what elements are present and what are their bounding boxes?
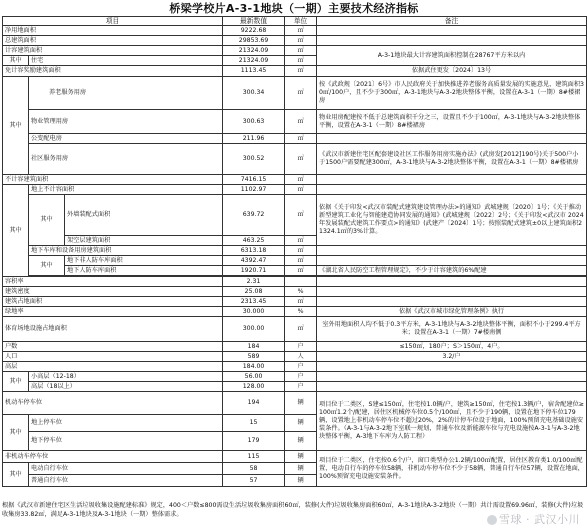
row-label: 绿地率	[3, 307, 223, 317]
group-label: 其中	[3, 415, 29, 451]
row-value: 589	[223, 352, 285, 362]
row-label: 地上停车位	[29, 415, 223, 432]
row-unit: ㎡	[285, 66, 317, 77]
row-unit: ㎡	[285, 77, 317, 110]
row-label: 社区服务用房	[29, 144, 223, 175]
table-row	[3, 297, 587, 307]
row-value: 56.00	[223, 372, 285, 382]
row-label: 普通自行车位	[29, 475, 223, 487]
row-label: 容积率	[3, 277, 223, 287]
table-row	[3, 287, 587, 297]
page-title: 桥梁学校片A-3-1地块（一期）主要技术经济指标	[169, 2, 419, 15]
indicator-table	[2, 16, 587, 487]
row-unit: ㎡	[285, 195, 317, 236]
row-label: 架空层建筑面积	[65, 236, 223, 246]
row-label: 住宅	[29, 56, 223, 66]
table-row	[3, 362, 587, 372]
row-unit: ㎡	[285, 46, 317, 56]
row-unit: ㎡	[285, 236, 317, 246]
row-value: 300.52	[223, 144, 285, 175]
row-label: 建筑占地面积	[3, 297, 223, 307]
row-unit: 户	[285, 362, 317, 372]
row-value: 300.63	[223, 110, 285, 134]
group-label: 其中	[3, 77, 29, 175]
row-note	[317, 277, 587, 287]
row-unit: 辆	[285, 451, 317, 463]
row-unit: 辆	[285, 432, 317, 451]
row-value: 639.72	[223, 195, 285, 236]
row-note: 《武汉市新建住宅区配套建设社区工作服务用房实施办法》(武房发[2012]190号)关于500户小于1500户需要配建300㎡，A-3-1地块与A-3-2地块整体平衡，设置在A-3-1（一期）8#楼裙房	[317, 144, 587, 175]
row-value: 463.25	[223, 236, 285, 246]
row-value: 25.08	[223, 287, 285, 297]
row-value: 1920.71	[223, 266, 285, 276]
table-row	[3, 195, 587, 236]
row-note	[317, 287, 587, 297]
watermark	[487, 511, 580, 527]
row-note: 室外用地面积人均不低于0.3平方米，A-3-1地块与A-3-2地块整体平衡，面积不小于299.4平方米；设置在A-3-1（一期）7#楼南侧	[317, 317, 587, 342]
row-label: 人口	[3, 352, 223, 362]
table-row	[3, 392, 587, 415]
row-value: 211.96	[223, 134, 285, 144]
row-unit: ㎡	[285, 246, 317, 256]
row-value: 58	[223, 463, 285, 475]
row-note	[317, 382, 587, 392]
row-label: 高层（18以上）	[29, 382, 223, 392]
row-unit: ㎡	[285, 256, 317, 266]
row-label: 体育场地设施占地面积	[3, 317, 223, 342]
row-unit: ㎡	[285, 175, 317, 185]
row-label: 小高层（12-18）	[29, 372, 223, 382]
row-unit: ㎡	[285, 26, 317, 36]
row-value: 2313.45	[223, 297, 285, 307]
table-row	[3, 307, 587, 317]
row-label: 机动车停车位	[3, 392, 223, 415]
row-value: 21324.09	[223, 46, 285, 56]
subgroup-label: 其中	[29, 195, 65, 246]
header-unit: 单位	[285, 17, 317, 26]
table-row	[3, 266, 587, 276]
row-note: 依据《武汉市城市绿化管理条例》执行	[317, 307, 587, 317]
group-label: 其中	[3, 56, 29, 66]
row-value: 115	[223, 451, 285, 463]
group-label: 其中	[3, 372, 29, 392]
row-unit: ㎡	[285, 134, 317, 144]
watermark-text: 雪球 · 武汉小川	[499, 513, 580, 526]
row-unit: 辆	[285, 392, 317, 415]
row-value: 7416.15	[223, 175, 285, 185]
row-value: 15	[223, 415, 285, 432]
row-value: 21324.09	[223, 56, 285, 66]
row-label: 电动自行车位	[29, 463, 223, 475]
row-label: 地下非人防车库面积	[65, 256, 223, 266]
group-label: 其中	[3, 185, 29, 277]
table-row	[3, 134, 587, 144]
row-unit: %	[285, 307, 317, 317]
footnote: 根据《武汉市新建住宅区生活垃圾收集设施配建标准》规定，400＜户数≤800需设生活垃圾收集房面积60㎡，装修(大件)垃圾收集房面积60㎡，A-3-1地块A-3-2地块（一期）共计需设置69.96㎡，装修(大件)垃圾收集房33.82㎡，满足A-3-1地块及A-3-1地块（一期）整体需求。	[2, 502, 584, 518]
row-unit: 辆	[285, 415, 317, 432]
table-header-row	[3, 17, 587, 26]
row-label: 净用地面积	[3, 26, 223, 36]
table-row	[3, 36, 587, 46]
row-value: 29853.69	[223, 36, 285, 46]
row-value: 6313.18	[223, 246, 285, 256]
row-unit: ㎡	[285, 185, 317, 195]
row-value: 1102.97	[223, 185, 285, 195]
row-label: 地上不计容面积	[29, 185, 223, 195]
row-note	[317, 185, 587, 195]
row-value: 184	[223, 342, 285, 352]
row-value: 300.00	[223, 317, 285, 342]
row-value: 184.00	[223, 362, 285, 372]
table-row	[3, 46, 587, 56]
row-unit	[285, 277, 317, 287]
table-row	[3, 175, 587, 185]
row-label: 地下人防车库面积	[65, 266, 223, 276]
row-label: 免计容奖励建筑面积	[3, 66, 223, 77]
row-note: 《湖北省人民防空工程管理规定》，不少于计容建筑的6%配建	[317, 266, 587, 276]
row-note	[317, 134, 587, 144]
row-value: 30.000	[223, 307, 285, 317]
row-note	[317, 36, 587, 46]
row-value: 179	[223, 432, 285, 451]
row-note: 按《武政规〔2021〕6号》市人民政府关于加快推进养老服务高质量发展的实施意见，建筑面积30㎡/100户，且不少于300㎡，A-3-1地块与A-3-2地块整体平衡，设置在A-3-1（一期）8#楼裙房	[317, 77, 587, 110]
row-unit: ㎡	[285, 36, 317, 46]
table-row	[3, 144, 587, 175]
row-note	[317, 297, 587, 307]
row-note: 依据《关于印发<武汉市装配式建筑建设管理办法>的通知》武城建规〔2020〕1号；《关于推动新型建筑工业化与智能建造协同发展的通知》(武城建规〔2022〕2号；《关于印发<武汉市 2024年发展装配式建筑工作要点>的通知》(武建产〔2024〕1号；按照装配式建筑±0以上建筑面积21324.1㎡的3%计算。	[317, 195, 587, 246]
table-row	[3, 382, 587, 392]
row-value: 2.31	[223, 277, 285, 287]
row-label: 高层	[3, 362, 223, 372]
row-unit: ㎡	[285, 144, 317, 175]
row-value: 57	[223, 475, 285, 487]
header-note: 备注	[317, 17, 587, 26]
row-value: 128.00	[223, 382, 285, 392]
row-note	[317, 246, 587, 256]
row-value: 1113.45	[223, 66, 285, 77]
row-note: 项目位于二类区，住宅按0.6个/户，窗口类型办公1.2辆/100㎡配置，居住区教育类1.0/100㎡配置，电动自行车的停车位58辆，非机动车停车位不少于58辆，普通自行车位57辆，设置在地面，100%预留充电设施安装条件。	[317, 451, 587, 487]
row-unit: 户	[285, 372, 317, 382]
row-unit: ㎡	[285, 317, 317, 342]
row-value: 9222.68	[223, 26, 285, 36]
row-unit: 辆	[285, 475, 317, 487]
row-value: 194	[223, 392, 285, 415]
row-note	[317, 362, 587, 372]
row-note	[317, 372, 587, 382]
row-label: 计容建筑面积	[3, 46, 223, 56]
row-note: A-3-1地块最大计容建筑面积控制在28767平方米以内	[317, 46, 587, 66]
table-row	[3, 110, 587, 134]
group-label: 其中	[3, 463, 29, 487]
table-row	[3, 317, 587, 342]
row-unit: %	[285, 287, 317, 297]
table-row	[3, 352, 587, 362]
watermark-logo-icon	[487, 515, 497, 525]
row-label: 养老服务用房	[29, 77, 223, 110]
subgroup-label: 其中	[29, 256, 65, 276]
row-note: 物业用房配建按不低于总建筑面积千分之三，设置且不少于100㎡，A-3-1地块与A-3-2地块整体平衡，设置在A-3-1（一期）8#楼裙房	[317, 110, 587, 134]
row-value: 4392.47	[223, 256, 285, 266]
table-row	[3, 256, 587, 266]
table-row	[3, 66, 587, 77]
table-row	[3, 77, 587, 110]
row-label: 公变配电房	[29, 134, 223, 144]
row-unit: 户	[285, 342, 317, 352]
row-unit: 辆	[285, 463, 317, 475]
table-row	[3, 246, 587, 256]
row-note: 3.2/户	[317, 352, 587, 362]
row-label: 地下车库和设备用房建筑面积	[29, 246, 223, 256]
header-value: 最新数值	[223, 17, 285, 26]
table-row	[3, 451, 587, 463]
row-note: 项目位于二类区，S建≤150㎡，住宅按1.0辆/户，建筑≥150㎡，住宅按1.3辆/户，宿舍配建位≥100㎡1.2个/配建，居住区机械停车位0.5个/100㎡，且不少于190辆，设置在地下停车位179辆，设置地上非机动车停车位不超过20%，2%的计停车位设于地面，100%预留充电基础设施安装条件。（A-3-1与A-3-2地下室联一规划，普通车位及新能源车位与充电设施按A-3-1与A-3-2地块整体平衡，A-3地下车库为人防工程）	[317, 392, 587, 451]
row-unit: ㎡	[285, 266, 317, 276]
row-value: 300.34	[223, 77, 285, 110]
row-note	[317, 175, 587, 185]
row-label: 地下停车位	[29, 432, 223, 451]
table-row	[3, 342, 587, 352]
row-note	[317, 26, 587, 36]
row-note	[317, 256, 587, 266]
table-row	[3, 185, 587, 195]
row-unit: ㎡	[285, 297, 317, 307]
row-label: 外墙装配式面积	[65, 195, 223, 236]
row-note: ≤150㎡，180户；S＞150㎡，4户。	[317, 342, 587, 352]
row-label: 不计容建筑面积	[3, 175, 223, 185]
table-row	[3, 26, 587, 36]
row-label: 总建筑面积	[3, 36, 223, 46]
row-label: 非机动车停车位	[3, 451, 223, 463]
row-label: 物业管理用房	[29, 110, 223, 134]
row-label: 建筑密度	[3, 287, 223, 297]
table-row	[3, 372, 587, 382]
table-row	[3, 277, 587, 287]
row-unit: ㎡	[285, 56, 317, 66]
row-note: 依据武住更发〔2024〕13号	[317, 66, 587, 77]
header-item: 项目	[3, 17, 223, 26]
row-label: 户数	[3, 342, 223, 352]
row-unit: ㎡	[285, 110, 317, 134]
row-unit: 户	[285, 382, 317, 392]
row-unit: 人	[285, 352, 317, 362]
